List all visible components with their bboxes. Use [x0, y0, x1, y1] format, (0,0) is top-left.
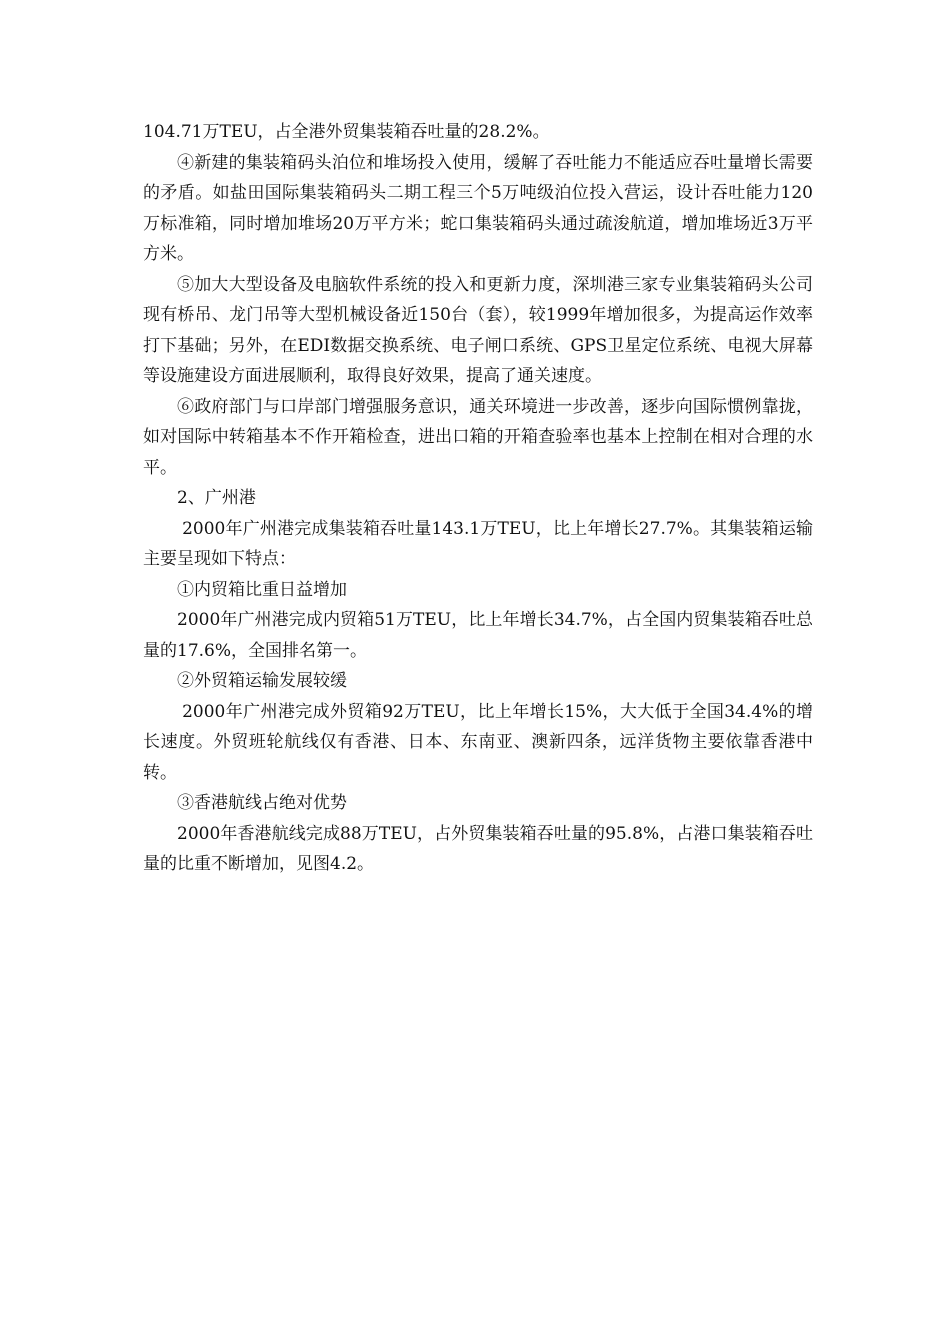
subheading-foreign-trade: ②外贸箱运输发展较缓 — [177, 671, 347, 691]
paragraph-item-6-government: ⑥政府部门与口岸部门增强服务意识，通关环境进一步改善，逐步向国际惯例靠拢，如对国际中转箱基本不作开箱检查，进出口箱的开箱查验率也基本上控制在相对合理的水平。 — [143, 396, 813, 478]
section-heading-guangzhou-port: 2、广州港 — [177, 488, 256, 508]
paragraph-guangzhou-overview: 2000年广州港完成集装箱吞吐量143.1万TEU，比上年增长27.7%。其集装箱运输主要呈现如下特点： — [143, 518, 813, 569]
paragraph-item-5-equipment: ⑤加大大型设备及电脑软件系统的投入和更新力度，深圳港三家专业集装箱码头公司现有桥吊、龙门吊等大型机械设备近150台（套），较1999年增加很多，为提高运作效率打下基础；另外，在EDI数据交换系统、电子闸口系统、GPS卫星定位系统、电视大屏幕等设施建设方面进展顺利，取得良好效果，提高了通关速度。 — [143, 274, 813, 386]
subheading-hongkong-routes: ③香港航线占绝对优势 — [177, 793, 347, 813]
paragraph-domestic-trade: 2000年广州港完成内贸箱51万TEU，比上年增长34.7%，占全国内贸集装箱吞吐总量的17.6%，全国排名第一。 — [143, 610, 813, 661]
paragraph-item-4-new-berths: ④新建的集装箱码头泊位和堆场投入使用，缓解了吞吐能力不能适应吞吐量增长需要的矛盾。如盐田国际集装箱码头二期工程三个5万吨级泊位投入营运，设计吞吐能力120万标准箱，同时增加堆场20万平方米；蛇口集装箱码头通过疏浚航道，增加堆场近3万平方米。 — [143, 152, 813, 264]
paragraph-hongkong-routes: 2000年香港航线完成88万TEU，占外贸集装箱吞吐量的95.8%，占港口集装箱吞吐量的比重不断增加，见图4.2。 — [143, 823, 813, 874]
document-body — [143, 117, 813, 880]
subheading-domestic-trade: ①内贸箱比重日益增加 — [177, 579, 347, 600]
paragraph-foreign-trade: 2000年广州港完成外贸箱92万TEU，比上年增长15%，大大低于全国34.4%的增长速度。外贸班轮航线仅有香港、日本、东南亚、澳新四条，远洋货物主要依靠香港中转。 — [143, 701, 813, 783]
paragraph-continuation: 104.71万TEU，占全港外贸集装箱吞吐量的28.2%。 — [143, 122, 550, 142]
